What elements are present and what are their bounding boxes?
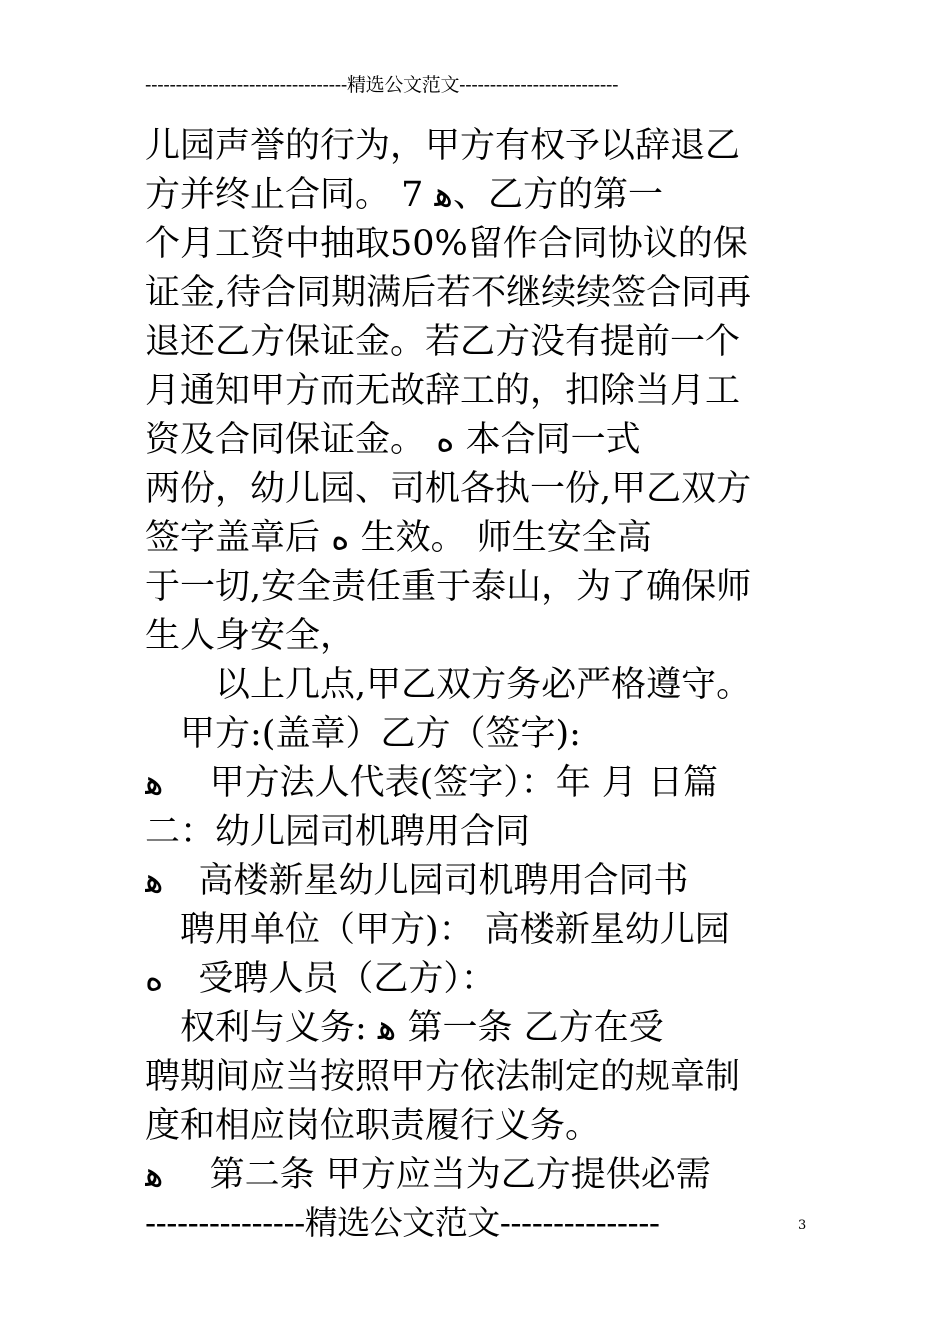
body-line: ﻫ 高楼新星幼儿园司机聘用合同书 <box>145 861 689 901</box>
page-header: ---------------------------------精选公文范文-------------------------- <box>145 74 619 96</box>
body-line: 权利与义务: ﻫ 第一条 乙方在受 <box>145 1008 664 1048</box>
body-line: 聘用单位（甲方)： 高楼新星幼儿园 <box>145 910 730 950</box>
body-line: 二：幼儿园司机聘用合同 <box>145 812 531 852</box>
page-footer: ---------------精选公文范文--------------- <box>145 1203 660 1242</box>
body-line: 度和相应岗位职责履行义务。 <box>145 1106 601 1146</box>
body-line: 证金,待合同期满后若不继续续签合同再 <box>145 273 752 313</box>
body-line: 方并终止合同。 7 ﻫ、乙方的第一 <box>145 175 664 215</box>
body-line: 聘期间应当按照甲方依法制定的规章制 <box>145 1057 741 1097</box>
page-number: 3 <box>798 1218 807 1233</box>
body-line: ﻫ 甲方法人代表(签字）：年 月 日篇 <box>145 763 719 803</box>
document-body <box>145 122 805 1200</box>
body-line: 退还乙方保证金。若乙方没有提前一个 <box>145 322 741 362</box>
body-line: 两份，幼儿园、司机各执一份,甲乙双方 <box>145 469 752 509</box>
body-line: ﻫ 第二条 甲方应当为乙方提供必需 <box>145 1155 711 1195</box>
body-line: 资及合同保证金。 ﻩ 本合同一式 <box>145 420 641 460</box>
body-line: 个月工资中抽取50%留作合同协议的保 <box>145 224 748 264</box>
body-line: ﻩ 受聘人员（乙方）： <box>145 959 496 999</box>
body-line: 儿园声誉的行为，甲方有权予以辞退乙 <box>145 126 741 166</box>
body-line: 甲方:(盖章）乙方（签字): <box>145 714 581 754</box>
body-line: 生人身安全， <box>145 616 356 656</box>
body-line: 以上几点,甲乙双方务必严格遵守。 <box>145 665 752 705</box>
body-line: 月通知甲方而无故辞工的，扣除当月工 <box>145 371 741 411</box>
body-line: 签字盖章后 ﻩ 生效。 师生安全高 <box>145 518 652 558</box>
body-line: 于一切,安全责任重于泰山，为了确保师 <box>145 567 752 607</box>
